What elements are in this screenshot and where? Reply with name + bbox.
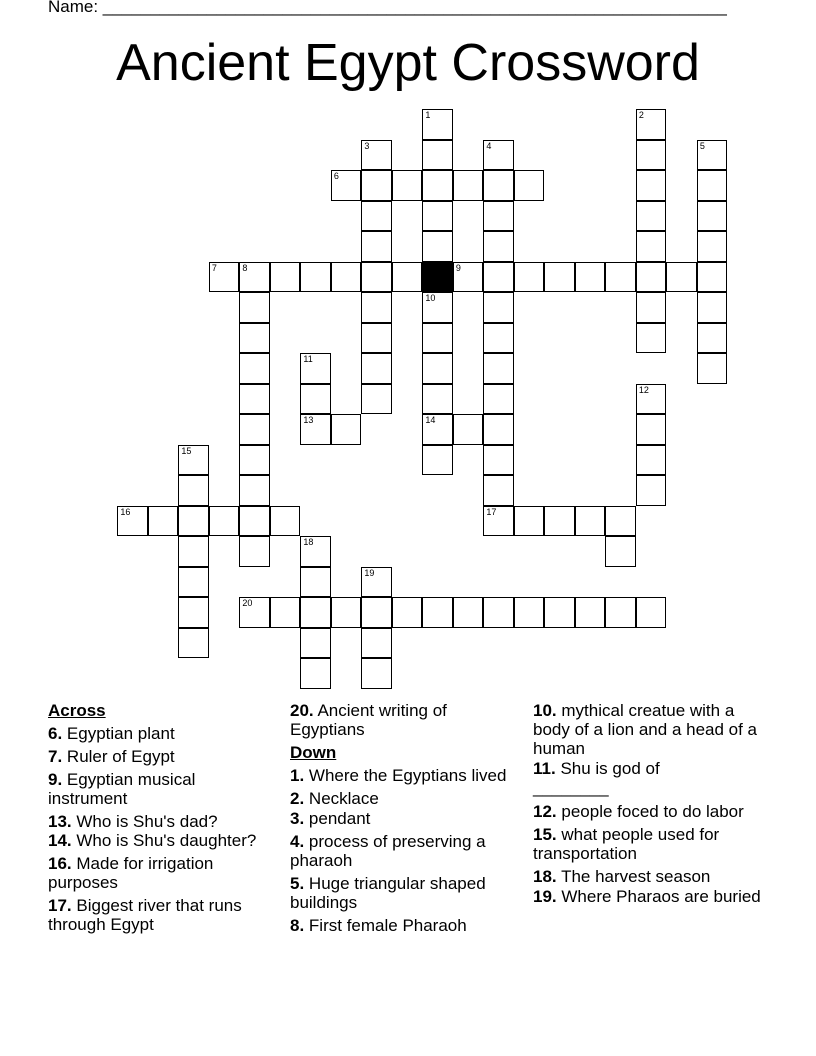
grid-cell[interactable]	[544, 506, 575, 537]
grid-cell[interactable]	[239, 445, 270, 476]
grid-cell[interactable]	[697, 292, 728, 323]
grid-clue-number: 16	[120, 506, 131, 517]
grid-cell[interactable]	[361, 292, 392, 323]
across-clues-column	[48, 701, 278, 938]
grid-cell[interactable]	[514, 262, 545, 293]
grid-cell[interactable]	[422, 170, 453, 201]
down-clues-column	[533, 701, 763, 910]
grid-clue-number: 13	[303, 415, 314, 426]
grid-clue-number: 1	[425, 110, 431, 121]
grid-cell[interactable]	[483, 414, 514, 445]
grid-cell[interactable]	[422, 201, 453, 232]
middle-clues-column	[290, 701, 520, 939]
grid-cell[interactable]	[666, 262, 697, 293]
down-header: Down	[290, 743, 337, 762]
grid-cell[interactable]	[392, 597, 423, 628]
grid-cell[interactable]	[514, 597, 545, 628]
grid-cell[interactable]	[178, 628, 209, 659]
grid-cell[interactable]	[361, 262, 392, 293]
grid-cell[interactable]	[483, 445, 514, 476]
grid-cell[interactable]	[636, 414, 667, 445]
grid-cell[interactable]	[361, 628, 392, 659]
grid-cell[interactable]	[483, 506, 514, 537]
grid-clue-number: 17	[486, 506, 497, 517]
grid-clue-number: 7	[211, 262, 217, 273]
grid-cell[interactable]	[239, 506, 270, 537]
grid-cell[interactable]	[331, 597, 362, 628]
grid-cell[interactable]	[239, 414, 270, 445]
grid-cell[interactable]	[636, 201, 667, 232]
grid-cell[interactable]	[575, 506, 606, 537]
grid-cell[interactable]	[300, 384, 331, 415]
grid-cell[interactable]	[453, 170, 484, 201]
grid-cell[interactable]	[636, 597, 667, 628]
clue-down-11: 11. Shu is god of ________	[533, 759, 660, 797]
grid-cell[interactable]	[300, 353, 331, 384]
grid-clue-number: 20	[242, 598, 253, 609]
grid-cell[interactable]	[178, 506, 209, 537]
grid-cell[interactable]	[697, 140, 728, 171]
grid-cell[interactable]	[483, 353, 514, 384]
grid-cell[interactable]	[483, 170, 514, 201]
grid-cell[interactable]	[300, 628, 331, 659]
grid-clue-number: 3	[364, 140, 370, 151]
grid-cell[interactable]	[697, 231, 728, 262]
grid-clue-number: 15	[181, 445, 192, 456]
grid-cell[interactable]	[483, 262, 514, 293]
grid-cell[interactable]	[422, 384, 453, 415]
grid-cell[interactable]	[361, 353, 392, 384]
grid-cell[interactable]	[361, 323, 392, 354]
clue-across-13: 13. Who is Shu's dad?	[48, 812, 218, 831]
grid-cell[interactable]	[422, 323, 453, 354]
clue-down-4: 4. process of preserving a pharaoh	[290, 832, 486, 870]
grid-cell[interactable]	[331, 170, 362, 201]
grid-cell[interactable]	[636, 475, 667, 506]
grid-clue-number: 11	[303, 354, 313, 365]
grid-cell[interactable]	[239, 323, 270, 354]
clue-down-12: 12. people foced to do labor	[533, 802, 744, 821]
grid-cell[interactable]	[483, 323, 514, 354]
grid-cell[interactable]	[148, 506, 179, 537]
grid-cell[interactable]	[636, 323, 667, 354]
grid-cell[interactable]	[270, 506, 301, 537]
grid-clue-number: 9	[455, 262, 461, 273]
clue-across-16: 16. Made for irrigation purposes	[48, 854, 214, 892]
clue-across-7: 7. Ruler of Egypt	[48, 747, 175, 766]
grid-clue-number: 5	[699, 140, 705, 151]
grid-cell[interactable]	[178, 597, 209, 628]
grid-cell[interactable]	[239, 475, 270, 506]
grid-cell[interactable]	[361, 201, 392, 232]
grid-cell[interactable]	[178, 567, 209, 598]
clue-down-1: 1. Where the Egyptians lived	[290, 766, 507, 785]
grid-cell[interactable]	[422, 231, 453, 262]
grid-cell[interactable]	[331, 414, 362, 445]
grid-cell[interactable]	[483, 201, 514, 232]
grid-block-cell	[422, 262, 453, 293]
grid-cell[interactable]	[605, 262, 636, 293]
grid-cell[interactable]	[422, 109, 453, 140]
grid-cell[interactable]	[697, 323, 728, 354]
grid-cell[interactable]	[697, 353, 728, 384]
grid-clue-number: 18	[303, 537, 314, 548]
grid-cell[interactable]	[422, 414, 453, 445]
grid-cell[interactable]	[392, 170, 423, 201]
clue-down-8: 8. First female Pharaoh	[290, 916, 467, 935]
grid-clue-number: 10	[425, 293, 436, 304]
grid-cell[interactable]	[422, 597, 453, 628]
grid-cell[interactable]	[697, 170, 728, 201]
grid-cell[interactable]	[361, 140, 392, 171]
clue-across-6: 6. Egyptian plant	[48, 724, 175, 743]
grid-cell[interactable]	[636, 109, 667, 140]
grid-cell[interactable]	[636, 231, 667, 262]
grid-cell[interactable]	[270, 262, 301, 293]
clue-down-15: 15. what people used for transportation	[533, 825, 720, 863]
grid-cell[interactable]	[636, 445, 667, 476]
grid-cell[interactable]	[239, 384, 270, 415]
grid-cell[interactable]	[575, 597, 606, 628]
grid-cell[interactable]	[209, 506, 240, 537]
grid-cell[interactable]	[361, 658, 392, 689]
clue-across-14: 14. Who is Shu's daughter?	[48, 831, 257, 850]
grid-cell[interactable]	[636, 140, 667, 171]
grid-cell[interactable]	[483, 597, 514, 628]
clue-down-2: 2. Necklace	[290, 789, 379, 808]
clue-down-3: 3. pendant	[290, 809, 371, 828]
grid-cell[interactable]	[300, 567, 331, 598]
grid-cell[interactable]	[514, 170, 545, 201]
grid-cell[interactable]	[300, 414, 331, 445]
grid-cell[interactable]	[483, 231, 514, 262]
grid-cell[interactable]	[300, 536, 331, 567]
grid-cell[interactable]	[636, 292, 667, 323]
grid-cell[interactable]	[422, 140, 453, 171]
grid-cell[interactable]	[300, 597, 331, 628]
grid-cell[interactable]	[361, 231, 392, 262]
grid-cell[interactable]	[361, 567, 392, 598]
grid-cell[interactable]	[209, 262, 240, 293]
grid-cell[interactable]	[453, 597, 484, 628]
grid-cell[interactable]	[575, 262, 606, 293]
grid-cell[interactable]	[178, 475, 209, 506]
clue-down-10: 10. mythical creatue with a body of a lion and a head of a human	[533, 701, 758, 758]
grid-cell[interactable]	[300, 658, 331, 689]
grid-cell[interactable]	[453, 414, 484, 445]
grid-cell[interactable]	[178, 536, 209, 567]
grid-cell[interactable]	[331, 262, 362, 293]
grid-cell[interactable]	[270, 597, 301, 628]
grid-cell[interactable]	[361, 597, 392, 628]
grid-cell[interactable]	[361, 170, 392, 201]
clue-across-9: 9. Egyptian musical instrument	[48, 770, 196, 808]
grid-cell[interactable]	[636, 170, 667, 201]
grid-cell[interactable]	[392, 262, 423, 293]
clue-down-5: 5. Huge triangular shaped buildings	[290, 874, 486, 912]
clue-across-17: 17. Biggest river that runs through Egypt	[48, 896, 242, 934]
grid-cell[interactable]	[544, 262, 575, 293]
name-field-label: Name: __________________________________________________________________	[48, 0, 727, 16]
grid-clue-number: 8	[242, 262, 248, 273]
grid-cell[interactable]	[422, 445, 453, 476]
grid-cell[interactable]	[117, 506, 148, 537]
grid-cell[interactable]	[239, 292, 270, 323]
grid-clue-number: 19	[364, 567, 375, 578]
grid-cell[interactable]	[422, 292, 453, 323]
grid-cell[interactable]	[514, 506, 545, 537]
grid-clue-number: 14	[425, 415, 436, 426]
grid-cell[interactable]	[636, 384, 667, 415]
grid-cell[interactable]	[483, 475, 514, 506]
grid-cell[interactable]	[605, 597, 636, 628]
grid-cell[interactable]	[300, 262, 331, 293]
grid-cell[interactable]	[697, 201, 728, 232]
clue-down-18: 18. The harvest season	[533, 867, 711, 886]
grid-clue-number: 2	[638, 110, 644, 121]
grid-clue-number: 4	[486, 140, 492, 151]
grid-cell[interactable]	[422, 353, 453, 384]
grid-cell[interactable]	[605, 506, 636, 537]
grid-cell[interactable]	[361, 384, 392, 415]
grid-cell[interactable]	[483, 384, 514, 415]
grid-cell[interactable]	[239, 597, 270, 628]
grid-cell[interactable]	[697, 262, 728, 293]
grid-cell[interactable]	[453, 262, 484, 293]
grid-cell[interactable]	[178, 445, 209, 476]
grid-clue-number: 12	[638, 384, 649, 395]
grid-cell[interactable]	[239, 353, 270, 384]
grid-cell[interactable]	[544, 597, 575, 628]
grid-cell[interactable]	[239, 262, 270, 293]
grid-cell[interactable]	[636, 262, 667, 293]
grid-cell[interactable]	[239, 536, 270, 567]
across-header: Across	[48, 701, 106, 720]
page-title: Ancient Egypt Crossword	[116, 34, 700, 92]
grid-clue-number: 6	[333, 171, 339, 182]
grid-cell[interactable]	[483, 292, 514, 323]
clue-across-20: 20. Ancient writing of Egyptians	[290, 701, 447, 739]
grid-cell[interactable]	[483, 140, 514, 171]
clue-down-19: 19. Where Pharaos are buried	[533, 887, 761, 906]
grid-cell[interactable]	[605, 536, 636, 567]
